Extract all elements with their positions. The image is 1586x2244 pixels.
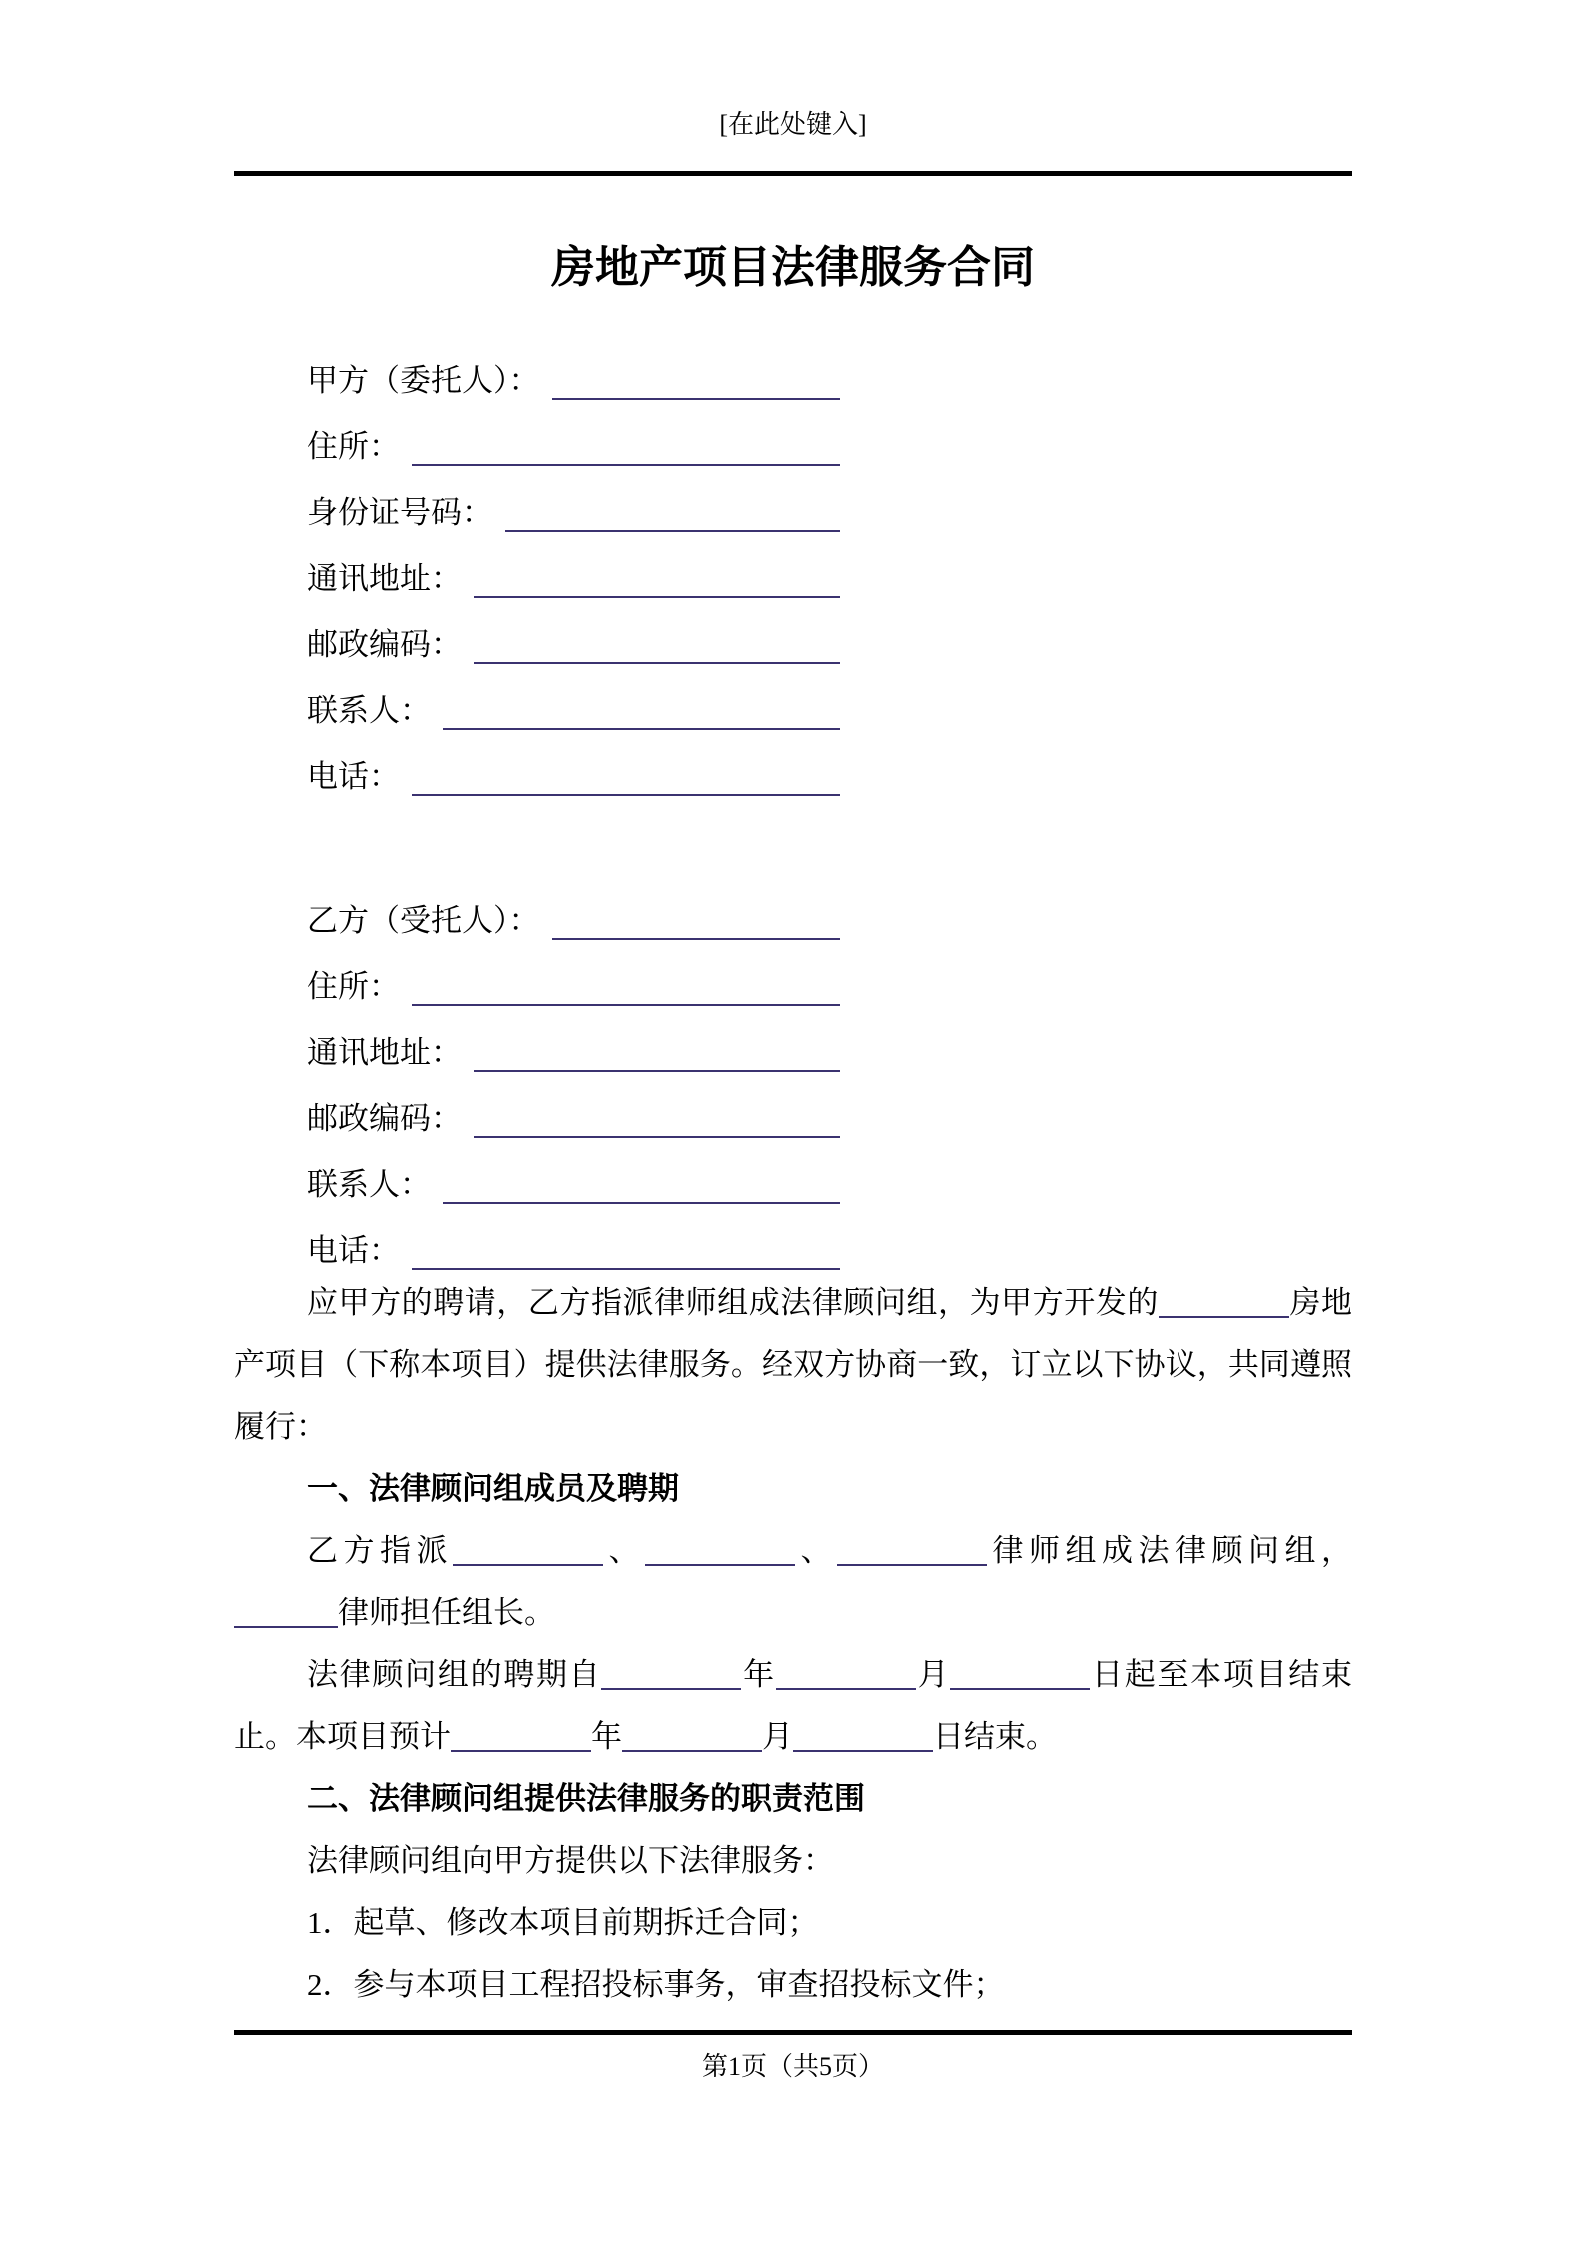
fill-in-blank[interactable] xyxy=(443,1166,840,1204)
field-label: 通讯地址： xyxy=(307,1035,462,1070)
text-run: 一、法律顾问组成员及聘期 xyxy=(307,1471,679,1506)
field-row-party-a-mailing-address xyxy=(234,560,840,626)
field-label: 电话： xyxy=(307,759,400,794)
field-label: 乙方（受托人）： xyxy=(307,903,540,938)
field-label: 身份证号码： xyxy=(307,495,493,530)
field-row-party-a-id-number xyxy=(234,494,840,560)
text-run: 律师组成法律顾问组， xyxy=(987,1533,1352,1568)
text-run: 、 xyxy=(795,1533,837,1568)
fill-in-blank[interactable] xyxy=(601,1686,741,1690)
text-run: 乙方指派 xyxy=(307,1533,453,1568)
text-run: 年 xyxy=(741,1657,776,1692)
fill-in-blank[interactable] xyxy=(776,1686,916,1690)
field-label: 甲方（委托人）： xyxy=(307,363,540,398)
fill-in-blank[interactable] xyxy=(412,758,840,796)
section-heading-2 xyxy=(234,1768,1352,1830)
text-run: 房地产项目（下称本项目）提供法律服务。经双方协商一致，订立以下协议，共同遵照履行： xyxy=(234,1285,1353,1444)
paragraph-services-intro xyxy=(234,1830,1352,1892)
header-rule xyxy=(234,171,1352,176)
fill-in-blank[interactable] xyxy=(443,692,840,730)
paragraph-engagement-term xyxy=(234,1644,1352,1768)
text-run: 年 xyxy=(591,1719,622,1754)
text-run: 法律顾问组的聘期自 xyxy=(307,1657,602,1692)
fill-in-blank[interactable] xyxy=(645,1562,795,1566)
text-run: 律师担任组长。 xyxy=(338,1595,555,1630)
section-heading-1 xyxy=(234,1458,1352,1520)
fill-in-blank[interactable] xyxy=(552,902,841,940)
list-item-2 xyxy=(234,1954,1352,2016)
field-row-party-a-address xyxy=(234,428,840,494)
fill-in-blank[interactable] xyxy=(234,1624,338,1628)
text-run: 月 xyxy=(762,1719,793,1754)
field-label: 联系人： xyxy=(307,693,431,728)
field-label: 电话： xyxy=(307,1233,400,1268)
fill-in-blank[interactable] xyxy=(622,1748,762,1752)
fill-in-blank[interactable] xyxy=(453,1562,603,1566)
field-label: 通讯地址： xyxy=(307,561,462,596)
party-a-fields xyxy=(234,362,840,824)
footer-rule xyxy=(234,2030,1352,2035)
header-placeholder: [在此处键入] xyxy=(719,110,867,139)
text-run: 月 xyxy=(915,1657,951,1692)
text-run: 日结束。 xyxy=(933,1719,1057,1754)
fill-in-blank[interactable] xyxy=(474,1100,840,1138)
document-title: 房地产项目法律服务合同 xyxy=(551,243,1035,292)
field-row-party-b-mailing-address xyxy=(234,1034,840,1100)
fill-in-blank[interactable] xyxy=(451,1748,591,1752)
field-row-party-a-name xyxy=(234,362,840,428)
field-row-party-b-postal-code xyxy=(234,1100,840,1166)
field-label: 邮政编码： xyxy=(307,1101,462,1136)
fill-in-blank[interactable] xyxy=(950,1686,1090,1690)
field-label: 联系人： xyxy=(307,1167,431,1202)
fill-in-blank[interactable] xyxy=(474,1034,840,1072)
party-b-fields xyxy=(234,902,840,1298)
field-label: 邮政编码： xyxy=(307,627,462,662)
text-run: 2．参与本项目工程招投标事务，审查招投标文件； xyxy=(307,1967,1005,2002)
fill-in-blank[interactable] xyxy=(837,1562,987,1566)
field-row-party-a-contact-person xyxy=(234,692,840,758)
paragraph-lawyer-assignment xyxy=(234,1520,1352,1644)
text-run: 二、法律顾问组提供法律服务的职责范围 xyxy=(307,1781,865,1816)
field-label: 住所： xyxy=(307,969,400,1004)
fill-in-blank[interactable] xyxy=(505,494,840,532)
fill-in-blank[interactable] xyxy=(474,560,840,598)
fill-in-blank[interactable] xyxy=(474,626,840,664)
fill-in-blank[interactable] xyxy=(412,1232,840,1270)
intro-paragraph xyxy=(234,1272,1352,1458)
field-row-party-a-phone xyxy=(234,758,840,824)
text-run: 应甲方的聘请，乙方指派律师组成法律顾问组，为甲方开发的 xyxy=(307,1285,1159,1320)
field-row-party-b-contact-person xyxy=(234,1166,840,1232)
field-row-party-a-postal-code xyxy=(234,626,840,692)
field-row-party-b-address xyxy=(234,968,840,1034)
contract-body xyxy=(234,1272,1352,2016)
field-row-party-b-name xyxy=(234,902,840,968)
footer-page-number: 第1页（共5页） xyxy=(701,2052,884,2081)
text-run: 日起至本项目结束止。本项目预计 xyxy=(234,1657,1353,1754)
fill-in-blank[interactable] xyxy=(412,428,840,466)
text-run: 1．起草、修改本项目前期拆迁合同； xyxy=(307,1905,819,1940)
fill-in-blank[interactable] xyxy=(552,362,841,400)
text-run: 、 xyxy=(603,1533,645,1568)
list-item-1 xyxy=(234,1892,1352,1954)
field-label: 住所： xyxy=(307,429,400,464)
fill-in-blank[interactable] xyxy=(412,968,840,1006)
fill-in-blank[interactable] xyxy=(793,1748,933,1752)
fill-in-blank[interactable] xyxy=(1159,1314,1289,1318)
text-run: 法律顾问组向甲方提供以下法律服务： xyxy=(307,1843,834,1878)
